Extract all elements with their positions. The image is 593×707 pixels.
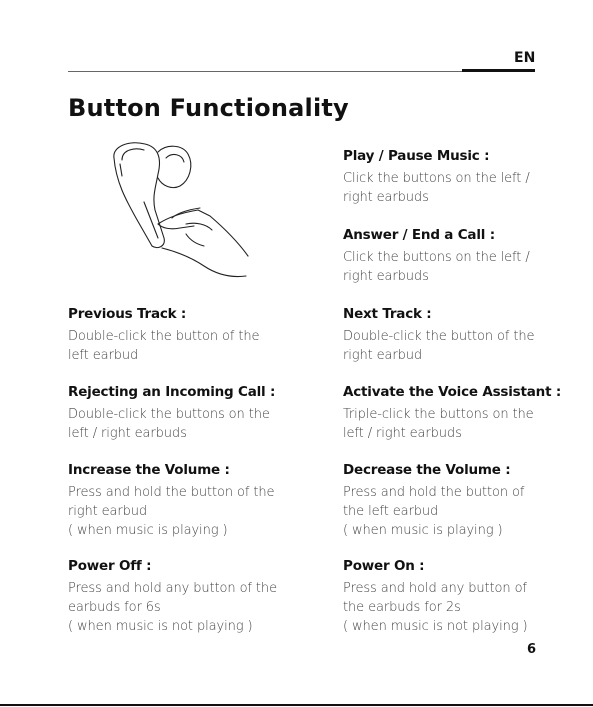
section-text: Double-click the button of the right earbud: [343, 329, 535, 363]
section-heading: Power Off :: [68, 558, 152, 574]
section-heading: Previous Track :: [68, 306, 187, 322]
section-text: Press and hold the button of the left earbud ( when music is playing ): [343, 485, 525, 538]
section-heading: Power On :: [343, 558, 425, 574]
earbud-touch-icon: [100, 138, 260, 288]
section-text: Click the buttons on the left / right earbuds: [343, 250, 530, 284]
section-text: Double-click the buttons on the left / right earbuds: [68, 407, 270, 441]
section-volume-down: [343, 462, 563, 540]
page-title: Button Functionality: [68, 94, 349, 122]
section-volume-up: [68, 462, 288, 540]
page-number: 6: [527, 642, 537, 657]
section-heading: Play / Pause Music :: [343, 148, 490, 164]
section-previous-track: [68, 306, 288, 365]
language-label: EN: [514, 50, 536, 66]
section-reject-call: [68, 384, 288, 443]
header-rule-accent: [462, 69, 535, 72]
page-bottom-edge: [0, 704, 593, 706]
section-heading: Answer / End a Call :: [343, 227, 495, 243]
section-text: Triple-click the buttons on the left / right earbuds: [343, 407, 534, 441]
section-text: Press and hold any button of the earbuds for 2s ( when music is not playing ): [343, 581, 528, 634]
section-text: Press and hold the button of the right earbud ( when music is playing ): [68, 485, 275, 538]
section-heading: Decrease the Volume :: [343, 462, 511, 478]
section-text: Press and hold any button of the earbuds for 6s ( when music is not playing ): [68, 581, 277, 634]
section-voice-assistant: [343, 384, 563, 443]
section-text: Double-click the button of the left earbud: [68, 329, 260, 363]
section-heading: Rejecting an Incoming Call :: [68, 384, 276, 400]
section-answer-end-call: [343, 227, 563, 286]
section-power-on: [343, 558, 563, 636]
section-heading: Activate the Voice Assistant :: [343, 384, 562, 400]
section-heading: Increase the Volume :: [68, 462, 230, 478]
section-heading: Next Track :: [343, 306, 432, 322]
section-next-track: [343, 306, 563, 365]
section-power-off: [68, 558, 288, 636]
section-play-pause: [343, 148, 563, 207]
section-text: Click the buttons on the left / right earbuds: [343, 171, 530, 205]
